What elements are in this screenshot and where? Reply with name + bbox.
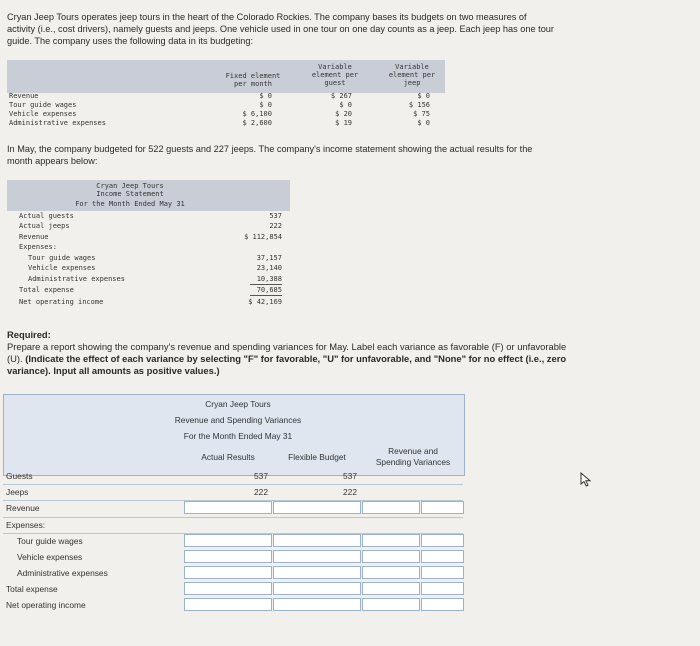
required-section bbox=[7, 329, 697, 377]
income-row-label: Actual guests bbox=[19, 212, 74, 220]
admin-actual-input[interactable] bbox=[184, 566, 272, 579]
revenue-variance-input[interactable] bbox=[362, 501, 420, 514]
income-row-value: 537 bbox=[269, 212, 282, 220]
answer-row-label: Expenses: bbox=[6, 520, 46, 530]
jeeps-actual: 222 bbox=[254, 487, 268, 497]
income-row-value: $ 112,854 bbox=[244, 233, 282, 241]
total-variance-select[interactable] bbox=[421, 582, 464, 595]
budget-col-guest-header: Variable element per guest bbox=[311, 63, 359, 87]
vehicle-flexible-input[interactable] bbox=[273, 550, 361, 563]
income-row-label: Vehicle expenses bbox=[28, 264, 96, 272]
answer-row-label: Jeeps bbox=[6, 487, 29, 497]
jeeps-flexible: 222 bbox=[343, 487, 357, 497]
income-title-1: Cryan Jeep Tours bbox=[96, 182, 164, 190]
income-row-label: Net operating income bbox=[19, 298, 104, 306]
budget-guest-value: $ 20 bbox=[335, 110, 352, 118]
guests-actual: 537 bbox=[254, 471, 268, 481]
wages-variance-select[interactable] bbox=[421, 534, 464, 547]
budget-fixed-value: $ 6,100 bbox=[242, 110, 272, 118]
income-row-value: $ 42,169 bbox=[248, 298, 282, 306]
income-row-label: Expenses: bbox=[19, 243, 57, 251]
budget-row-label: Administrative expenses bbox=[9, 119, 106, 127]
answer-row-label: Tour guide wages bbox=[17, 536, 83, 546]
guests-flexible: 537 bbox=[343, 471, 357, 481]
budget-jeep-value: $ 75 bbox=[413, 110, 430, 118]
intro-line-1: Cryan Jeep Tours operates jeep tours in the heart of the Colorado Rockies. The company bases its budgets on two measures of bbox=[7, 12, 527, 22]
answer-row-label: Administrative expenses bbox=[17, 568, 108, 578]
wages-actual-input[interactable] bbox=[184, 534, 272, 547]
budget-jeep-value: $ 0 bbox=[417, 119, 430, 127]
required-line-2: (U). (Indicate the effect of each variance by selecting "F" for favorable, "U" for unfavorable, and "None" for no effect (i.e., zero bbox=[7, 353, 567, 364]
answer-row-label: Total expense bbox=[6, 584, 58, 594]
intro-paragraph bbox=[7, 11, 697, 47]
answer-row-label: Net operating income bbox=[6, 600, 86, 610]
col-actual-results: Actual Results bbox=[201, 452, 255, 462]
income-row-label: Actual jeeps bbox=[19, 222, 70, 230]
vehicle-actual-input[interactable] bbox=[184, 550, 272, 563]
income-title-2: Income Statement bbox=[96, 190, 164, 198]
budget-row-label: Tour guide wages bbox=[9, 101, 77, 109]
budget-fixed-value: $ 0 bbox=[259, 92, 272, 100]
noi-variance-input[interactable] bbox=[362, 598, 420, 611]
total-variance-input[interactable] bbox=[362, 582, 420, 595]
income-row-label: Administrative expenses bbox=[28, 275, 125, 283]
budget-guest-value: $ 0 bbox=[339, 101, 352, 109]
income-row-value: 10,388 bbox=[256, 275, 282, 283]
noi-flexible-input[interactable] bbox=[273, 598, 361, 611]
income-row-value: 37,157 bbox=[256, 254, 282, 262]
noi-variance-select[interactable] bbox=[421, 598, 464, 611]
required-line-1: Prepare a report showing the company's revenue and spending variances for May. Label each variance as favorable (F) or unfavorable bbox=[7, 341, 567, 352]
budget-fixed-value: $ 0 bbox=[259, 101, 272, 109]
income-row-label: Tour guide wages bbox=[28, 254, 96, 262]
budget-jeep-value: $ 156 bbox=[408, 101, 430, 109]
income-row-value: 222 bbox=[269, 222, 282, 230]
income-row-value: 23,140 bbox=[256, 264, 282, 272]
admin-flexible-input[interactable] bbox=[273, 566, 361, 579]
col-variances: Revenue and Spending Variances bbox=[375, 446, 451, 467]
admin-variance-input[interactable] bbox=[362, 566, 420, 579]
noi-actual-input[interactable] bbox=[184, 598, 272, 611]
income-row-label: Revenue bbox=[19, 233, 49, 241]
revenue-variance-select[interactable] bbox=[421, 501, 464, 514]
income-underline bbox=[250, 284, 282, 285]
required-line-3: variance). Input all amounts as positive values.) bbox=[7, 365, 220, 376]
budget-guest-value: $ 19 bbox=[335, 119, 352, 127]
revenue-actual-input[interactable] bbox=[184, 501, 272, 514]
intro-line-2: activity (i.e., cost drivers), namely guests and jeeps. One vehicle used in one tour on one day counts as a jeep. Each jeep has one tour bbox=[7, 24, 554, 34]
vehicle-variance-select[interactable] bbox=[421, 550, 464, 563]
answer-title-3: For the Month Ended May 31 bbox=[183, 431, 293, 441]
budget-col-jeep-header: Variable element per jeep bbox=[388, 63, 436, 87]
vehicle-variance-input[interactable] bbox=[362, 550, 420, 563]
budget-row-label: Revenue bbox=[9, 92, 39, 100]
answer-row-label: Vehicle expenses bbox=[17, 552, 83, 562]
wages-flexible-input[interactable] bbox=[273, 534, 361, 547]
may-line-1: In May, the company budgeted for 522 guests and 227 jeeps. The company's income statement showing the actual results for the bbox=[7, 144, 533, 154]
budget-row-label: Vehicle expenses bbox=[9, 110, 77, 118]
may-paragraph bbox=[7, 143, 697, 167]
budget-fixed-value: $ 2,600 bbox=[242, 119, 272, 127]
income-row-label: Total expense bbox=[19, 286, 74, 294]
intro-line-3: guide. The company uses the following data in its budgeting: bbox=[7, 36, 254, 46]
income-row-value: 70,685 bbox=[256, 286, 282, 294]
income-underline bbox=[250, 295, 282, 296]
answer-title-1: Cryan Jeep Tours bbox=[205, 399, 271, 409]
row-divider bbox=[3, 517, 463, 518]
answer-row-label: Guests bbox=[6, 471, 33, 481]
variance-answer-table bbox=[3, 394, 465, 614]
total-flexible-input[interactable] bbox=[273, 582, 361, 595]
revenue-flexible-input[interactable] bbox=[273, 501, 361, 514]
income-title-3: For the Month Ended May 31 bbox=[75, 200, 185, 208]
answer-title-2: Revenue and Spending Variances bbox=[174, 415, 302, 425]
budget-jeep-value: $ 0 bbox=[417, 92, 430, 100]
col-flexible-budget: Flexible Budget bbox=[288, 452, 346, 462]
mouse-cursor-icon bbox=[580, 472, 592, 488]
admin-variance-select[interactable] bbox=[421, 566, 464, 579]
wages-variance-input[interactable] bbox=[362, 534, 420, 547]
required-heading: Required: bbox=[7, 329, 51, 340]
may-line-2: month appears below: bbox=[7, 156, 98, 166]
budget-guest-value: $ 267 bbox=[330, 92, 352, 100]
total-actual-input[interactable] bbox=[184, 582, 272, 595]
row-divider bbox=[3, 484, 463, 485]
answer-row-label: Revenue bbox=[6, 503, 40, 513]
budget-col-fixed-header: Fixed element per month bbox=[225, 72, 281, 88]
